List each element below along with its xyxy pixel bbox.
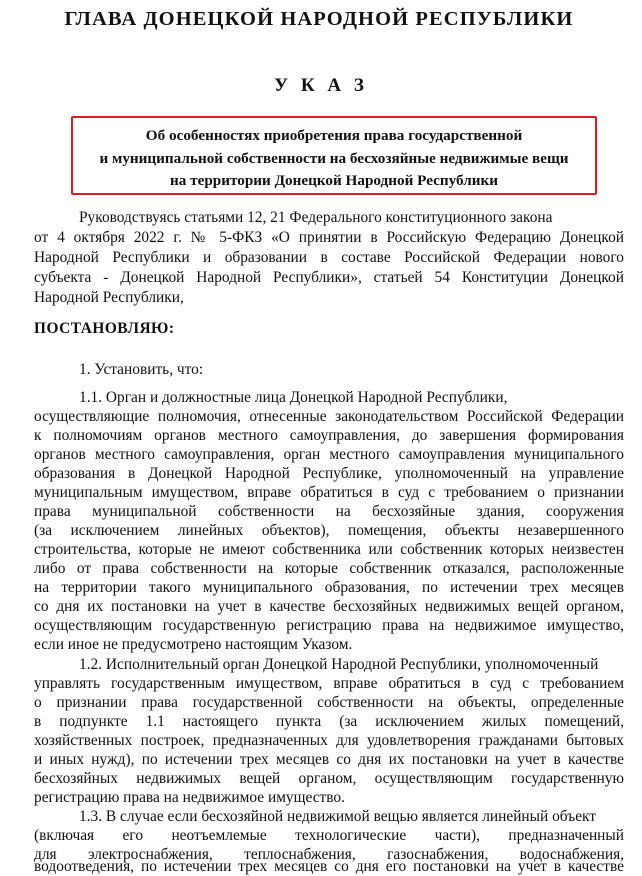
clause-1-1-line: (за исключением линейных объектов), помещения, объекты незавершенного xyxy=(34,522,624,539)
clause-1: 1. Установить, что: xyxy=(79,361,204,378)
clause-1-1-line: строительства, которые не имеют собственника или собственник которых неизвестен xyxy=(34,541,624,558)
clause-1-1-line: к полномочиям органов местного самоуправления, до завершения формирования xyxy=(34,427,624,444)
title-line: Об особенностях приобретения права государственной xyxy=(145,127,523,144)
clause-1-2-line: хозяйственных построек, предназначенных для удовлетворения гражданами бытовых xyxy=(34,732,624,749)
clause-1-1-line: муниципальным имуществом, вправе обратиться в суд с требованием о признании xyxy=(34,484,624,501)
resolution-heading: ПОСТАНОВЛЯЮ: xyxy=(34,320,175,337)
clause-1-2-line: и иных нужд), по истечении трех месяцев со дня их постановки на учет в качестве xyxy=(34,751,624,768)
clause-1-1-line: если иное не предусмотрено настоящим Указом. xyxy=(34,636,353,653)
preamble-line: Народной Республики, xyxy=(34,289,184,306)
issuing-authority-heading: ГЛАВА ДОНЕЦКОЙ НАРОДНОЙ РЕСПУБЛИКИ xyxy=(64,8,574,30)
clause-1-1-line: осуществляющие полномочия, отнесенные законодательством Российской Федерации xyxy=(34,408,624,425)
clause-1-2-line: 1.2. Исполнительный орган Донецкой Народной Республики, уполномоченный xyxy=(79,656,599,673)
clause-1-3-line: 1.3. В случае если бесхозяйной недвижимой вещью является линейный объект xyxy=(79,808,597,825)
clause-1-1-line: права муниципальной собственности на бесхозяйные здания, сооружения xyxy=(34,503,624,520)
clause-1-2-line: о признании права государственной собственности на объекты, определенные xyxy=(34,694,624,711)
clause-1-1-line: образования в Донецкой Народной Республике, уполномоченный на управление xyxy=(34,465,624,482)
clause-1-2-line: регистрацию права на недвижимое имущество. xyxy=(34,789,345,806)
clause-1-3-line: для электроснабжения, теплоснабжения, газоснабжения, водоснабжения, xyxy=(34,846,624,863)
preamble-line: от 4 октября 2022 г. № 5-ФКЗ «О принятии в Российскую Федерацию Донецкой xyxy=(34,229,624,246)
clause-1-1-line: со дня их постановки на учет в качестве бесхозяйных недвижимых вещей органом, xyxy=(34,598,624,615)
clause-1-1-line: либо от права собственности на которые собственник отказался, расположенные xyxy=(34,560,624,577)
clause-1-1-line: 1.1. Орган и должностные лица Донецкой Народной Республики, xyxy=(79,389,508,406)
clause-1-1-line: на территории такого муниципального образования, по истечении трех месяцев xyxy=(34,579,624,596)
clause-1-2-line: управлять государственным имуществом, вправе обратиться в суд с требованием xyxy=(34,675,624,692)
title-line: и муниципальной собственности на бесхозяйные недвижимые вещи xyxy=(99,150,569,167)
clause-1-1-line: осуществляющим государственную регистрацию права на недвижимое имущество, xyxy=(34,617,624,634)
clause-1-2-line: в подпункте 1.1 настоящего пункта (за исключением жилых помещений, xyxy=(34,713,624,730)
title-line: на территории Донецкой Народной Республики xyxy=(169,172,499,189)
clause-1-2-line: бесхозяйных недвижимых вещей органом, осуществляющим государственную xyxy=(34,770,624,787)
preamble-line: Народной Республики и образовании в составе Российской Федерации нового xyxy=(34,249,624,266)
clause-1-3-line: (включая его неотъемлемые технологические части), предназначенный xyxy=(34,827,624,844)
clause-1-1-line: органов местного самоуправления, орган местного самоуправления муниципального xyxy=(34,446,624,463)
preamble-line: субъекта - Донецкой Народной Республики», статьей 54 Конституции Донецкой xyxy=(34,269,624,286)
preamble-line: Руководствуясь статьями 12, 21 Федерального конституционного закона xyxy=(79,209,553,226)
document-type-heading: У К А З xyxy=(274,75,368,96)
clause-1-3-line: водоотведения, по истечении трех месяцев со дня его постановки на учет в качестве xyxy=(34,858,624,875)
